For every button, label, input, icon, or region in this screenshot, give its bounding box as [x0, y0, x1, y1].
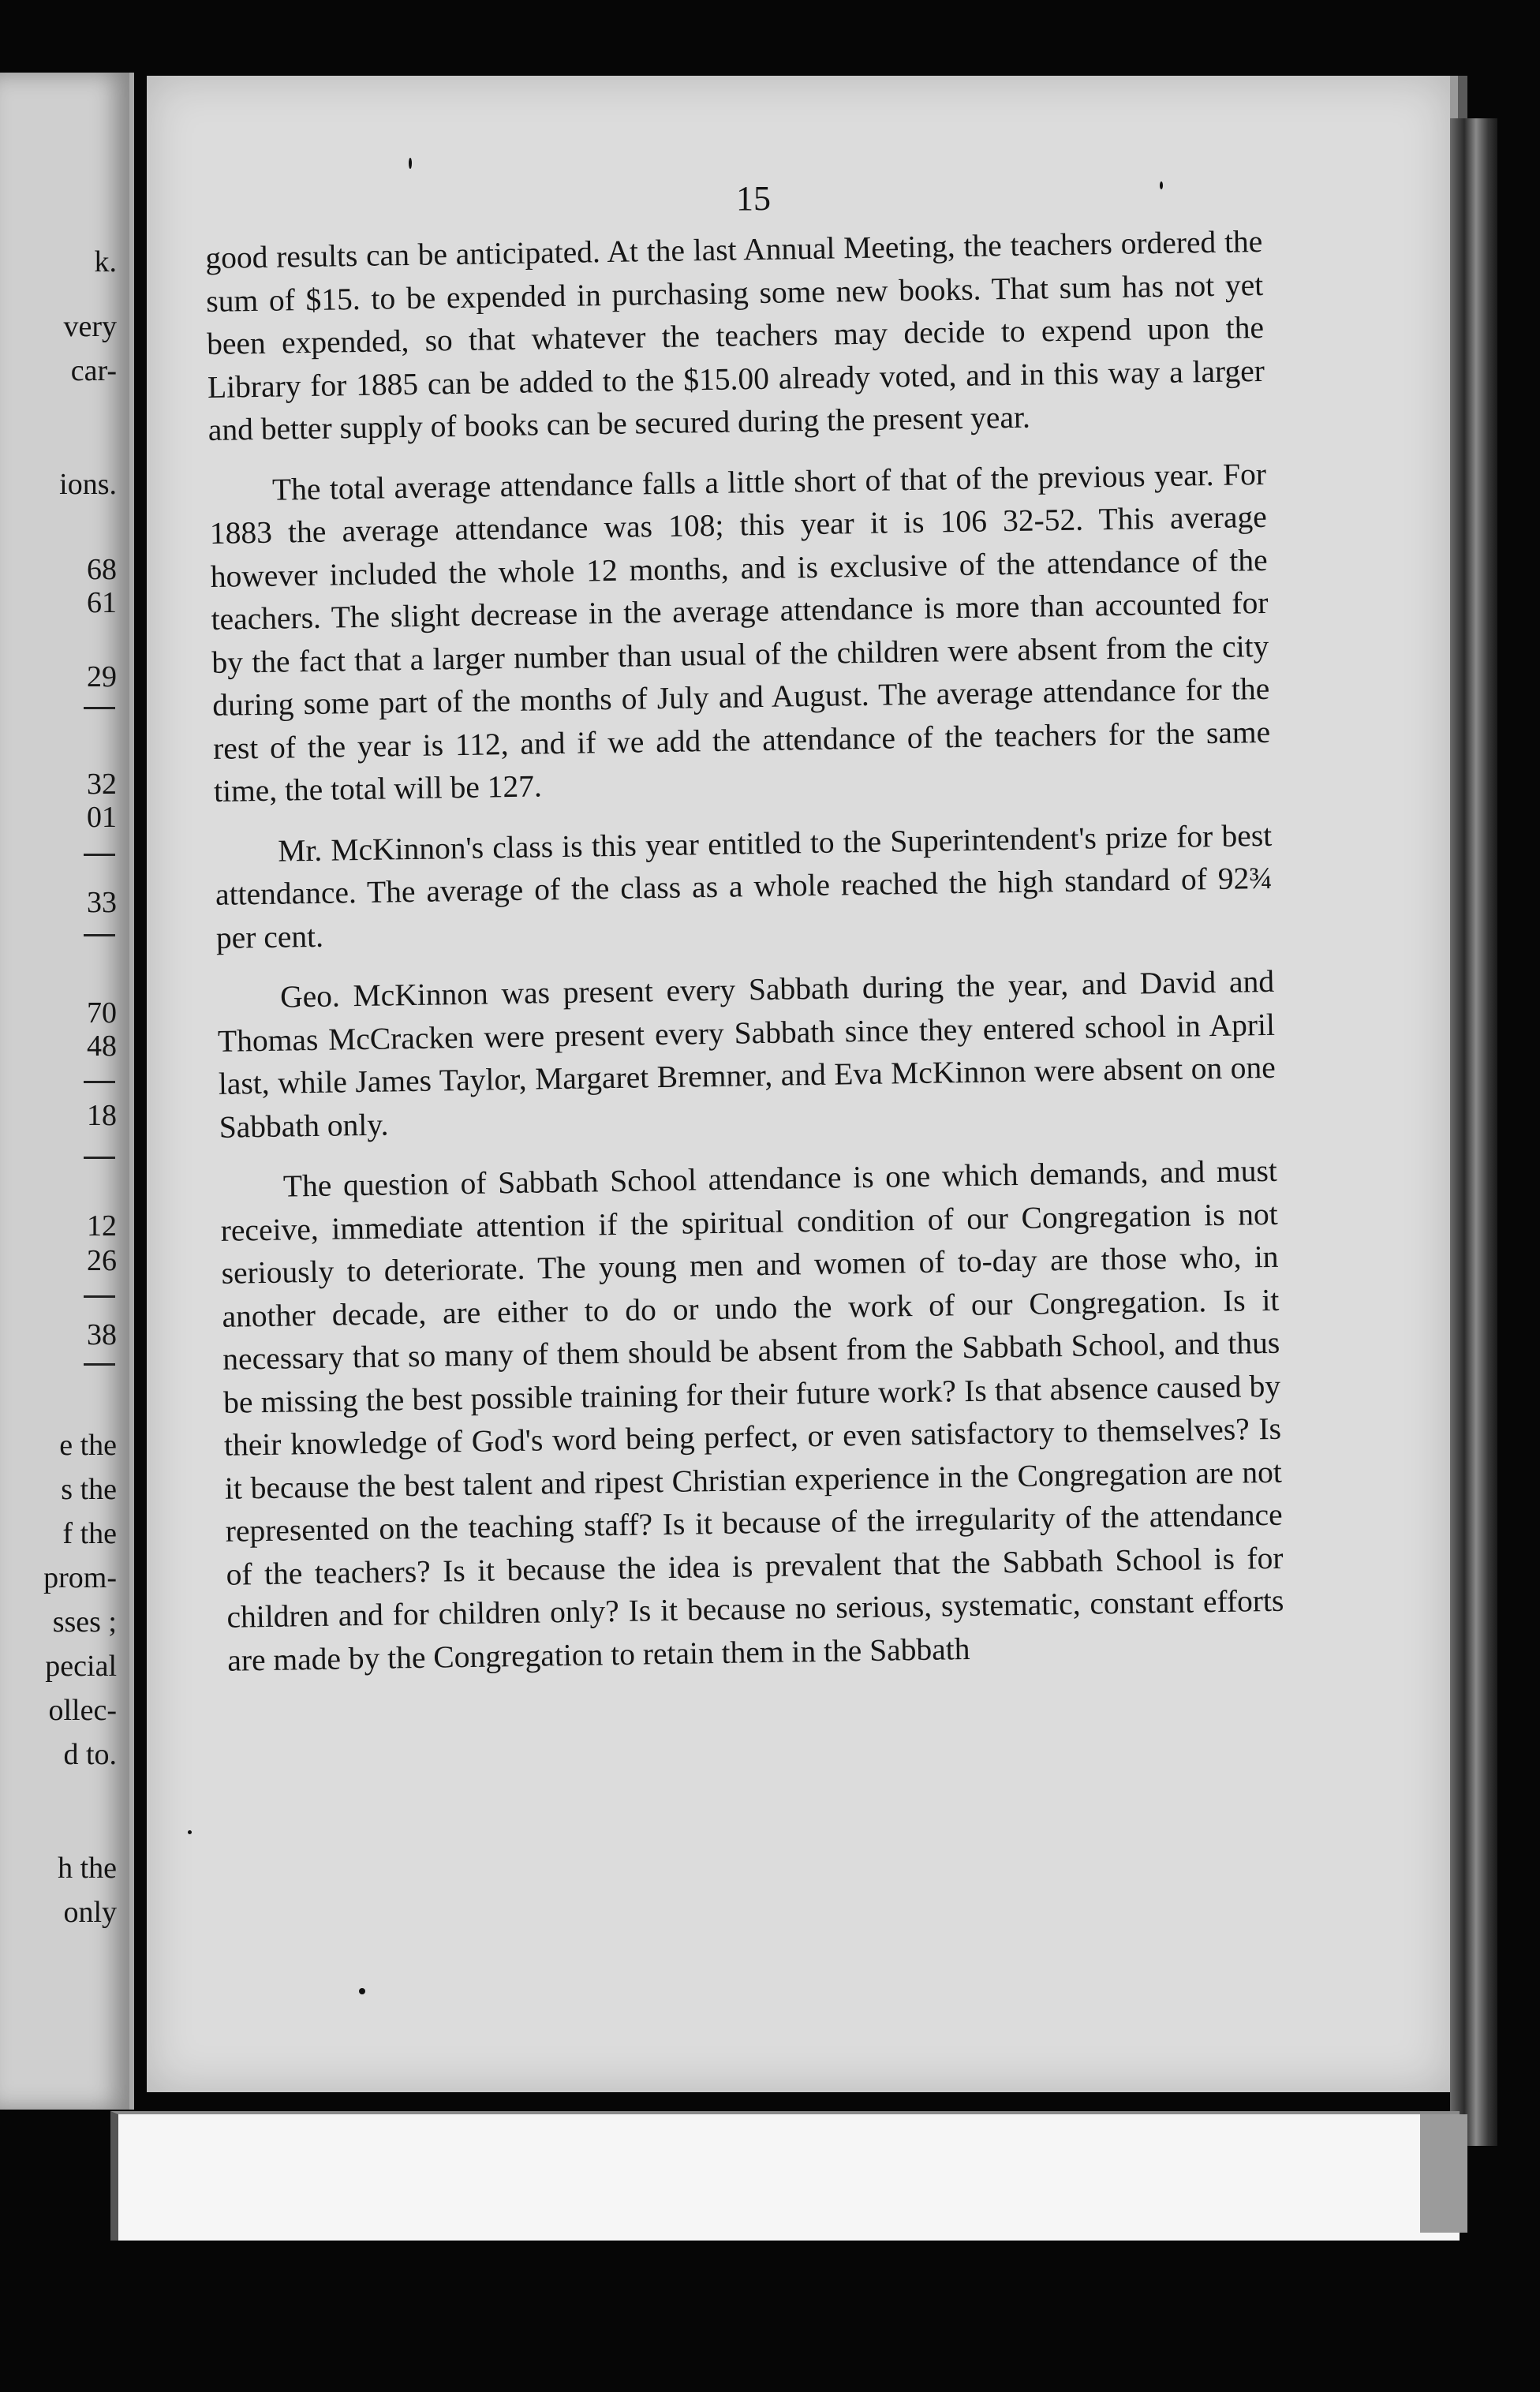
left-page-fragment: 68	[87, 553, 117, 586]
left-page-fragment: 48	[87, 1030, 117, 1063]
left-page-fragment: f the	[62, 1517, 117, 1550]
left-page-fragment: 38	[87, 1318, 117, 1351]
left-page-fragment: 18	[87, 1099, 117, 1132]
left-page-fragment: prom-	[43, 1561, 117, 1594]
page-number: 15	[736, 179, 771, 218]
left-page-rule	[84, 1363, 115, 1366]
left-page-fragment: h the	[58, 1852, 117, 1885]
paragraph: The question of Sabbath School attendance is one which demands, and must receive, immediate attention if the spiritual condition of our Congregation is not seriously to deteriorate. The young men and women of to-day are those who, in another decade, are either to do or undo the work of our Congregation. Is it necessary that so many of them should be absent from the Sabbath School, and thus be missing the best possible training for their future work? Is that absence caused by their knowledge of God's word being perfect, or even satisfactory to themselves? Is it because the best talent and ripest Christian experience in the Congregation are not represented on the teaching staff? Is it because of the irregularity of the attendance of the teachers? Is it because the idea is prevalent that the Sabbath School is for children and for children only? Is it because no serious, systematic, constant efforts are made by the Congregation to retain them in the Sabbath	[220, 1153, 1284, 1678]
left-page-fragment: d to.	[63, 1738, 117, 1771]
left-page-fragment: 70	[87, 996, 117, 1030]
left-page-rule	[84, 707, 115, 709]
left-page-fragment: sses ;	[52, 1605, 117, 1639]
page-bottom-margin	[110, 2111, 1460, 2241]
left-facing-page	[0, 73, 134, 2110]
left-page-fragment: ions.	[59, 468, 117, 501]
paragraph: good results can be anticipated. At the last Annual Meeting, the teachers ordered the sum of $15. to be expended in purchasing some new books. That sum has not yet been expended, so that whatever the teachers may decide to expend upon the Library for 1885 can be added to the $15.00 already voted, and in this way a larger and better supply of books can be secured during the present year.	[205, 223, 1265, 447]
paragraph: Mr. McKinnon's class is this year entitled to the Superintendent's prize for best attendance. The average of the class as a whole reached the high standard of 92¾ per cent.	[215, 817, 1273, 955]
left-page-fragment: very	[63, 310, 117, 343]
left-page-fragment: pecial	[45, 1650, 117, 1683]
left-page-fragment: only	[63, 1896, 117, 1929]
paragraph: Geo. McKinnon was present every Sabbath during the year, and David and Thomas McCracken were present every Sabbath since they entered school in April last, while James Taylor, Margaret Bremner, and Eva McKinnon were absent on one Sabbath only.	[217, 963, 1276, 1145]
left-page-rule	[84, 1081, 115, 1083]
left-page-fragment: s the	[61, 1473, 117, 1506]
left-page-fragment: 33	[87, 886, 117, 919]
page-body-text	[205, 220, 1285, 1699]
left-page-fragment: 32	[87, 768, 117, 801]
left-page-fragment: 12	[87, 1209, 117, 1243]
page-bottom-edge	[1420, 2114, 1467, 2233]
page-edges	[1450, 118, 1497, 2146]
left-page-fragment: 29	[87, 660, 117, 693]
paragraph: The total average attendance falls a little short of that of the previous year. For 1883 the average attendance was 108; this year it is 106 32-52. This average however included the whole 12 months, and is exclusive of the attendance of the teachers. The slight decrease in the average attendance is more than accounted for by the fact that a larger number than usual of the children were absent from the city during some part of the months of July and August. The average attendance for the rest of the year is 112, and if we add the attendance of the teachers for the same time, the total will be 127.	[209, 456, 1271, 809]
left-page-fragment: k.	[94, 245, 117, 278]
left-page-fragment: 01	[87, 801, 117, 834]
left-page-fragment: 26	[87, 1244, 117, 1277]
left-page-fragment: 61	[87, 586, 117, 619]
left-page-rule	[84, 934, 115, 936]
left-page-fragment: car-	[70, 354, 117, 387]
left-page-fragment: ollec-	[48, 1694, 117, 1727]
left-page-fragment: e the	[59, 1429, 117, 1462]
left-page-rule	[84, 1295, 115, 1298]
left-page-rule	[84, 1157, 115, 1159]
left-page-rule	[84, 854, 115, 856]
